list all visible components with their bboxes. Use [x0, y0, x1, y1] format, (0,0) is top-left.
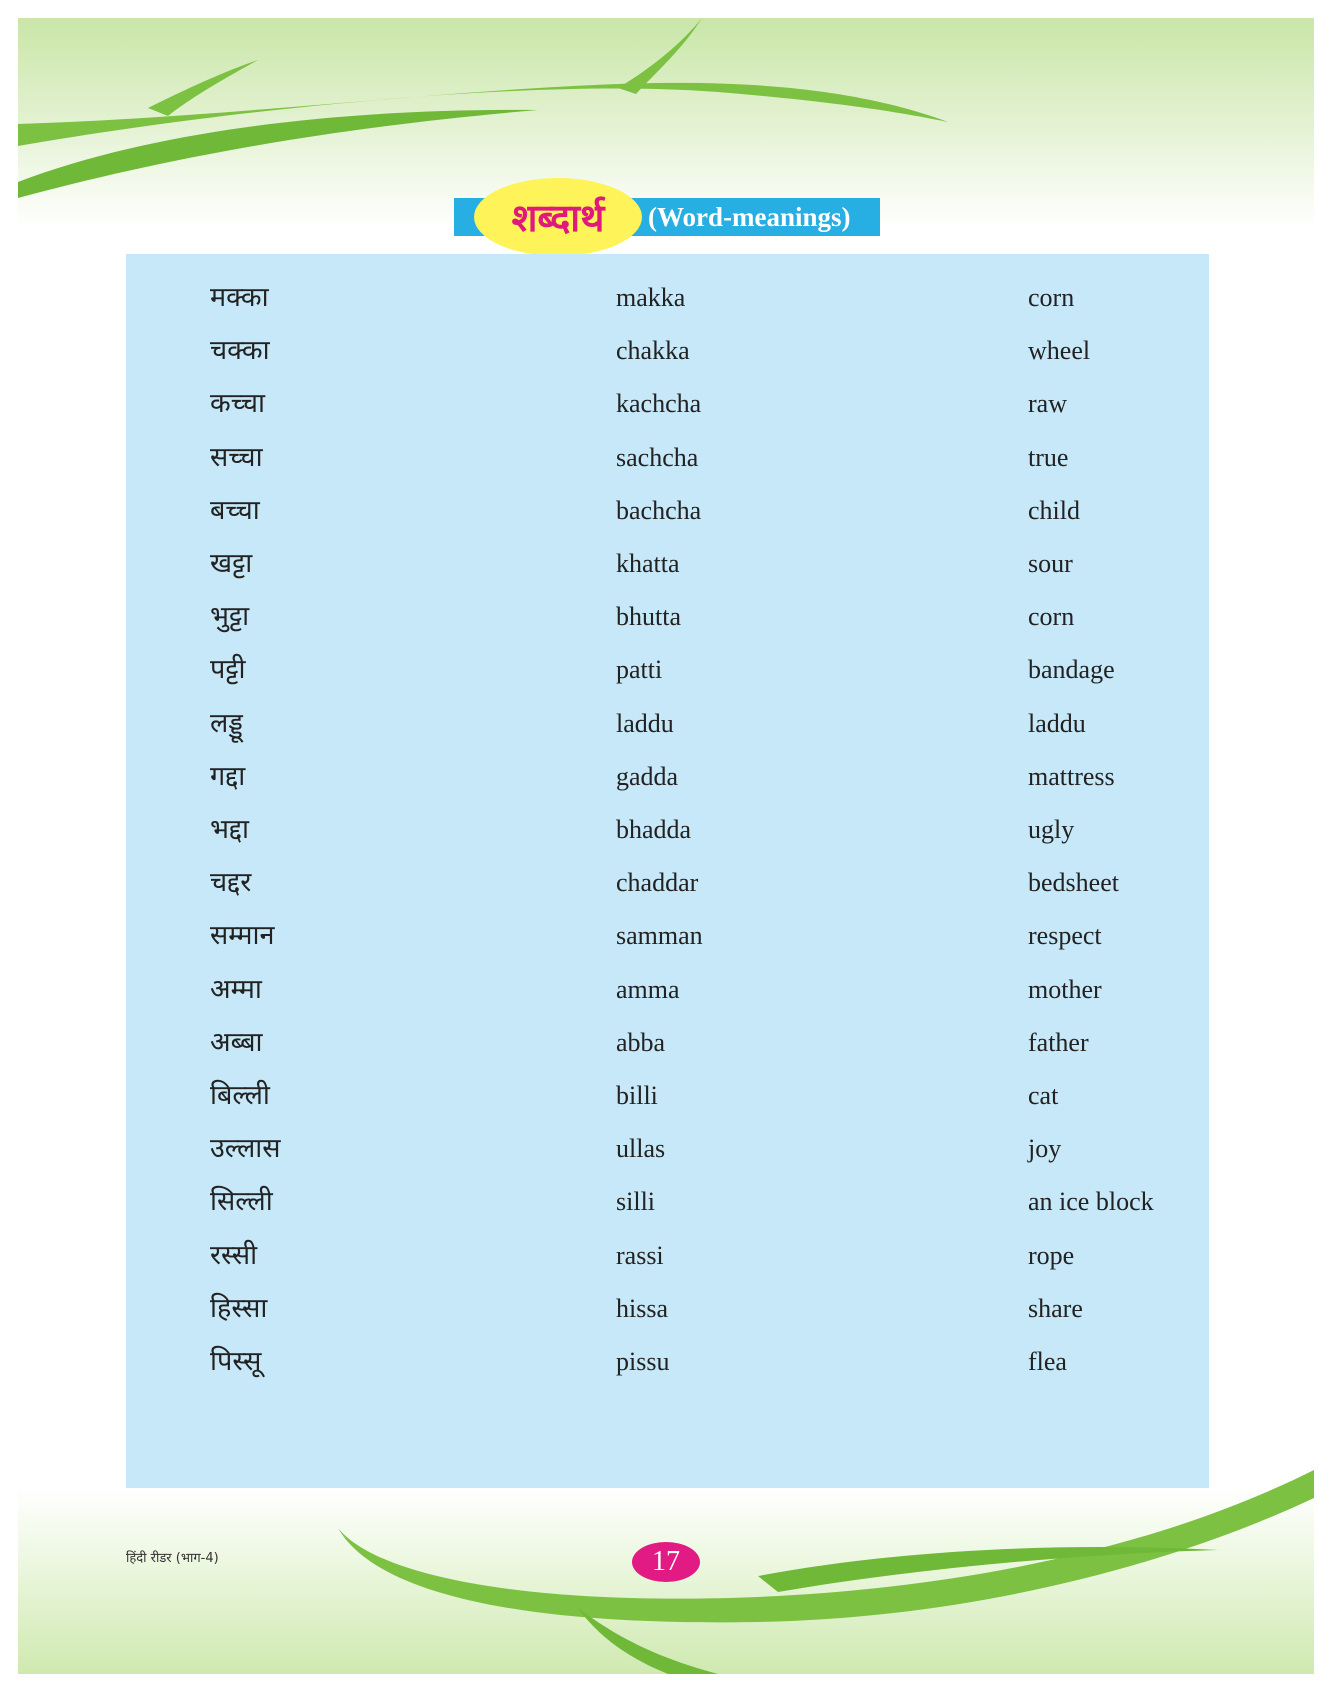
hindi-word: पट्टी — [210, 654, 246, 686]
table-row — [126, 595, 1209, 652]
english-meaning: bandage — [1028, 655, 1115, 685]
hindi-word: पिस्सू — [210, 1346, 262, 1377]
hindi-word: सम्मान — [210, 920, 275, 952]
english-meaning: respect — [1028, 921, 1102, 951]
transliteration: pissu — [616, 1347, 670, 1376]
table-row — [126, 1234, 1209, 1291]
hindi-word: हिस्सा — [210, 1292, 268, 1324]
hindi-word: सच्चा — [210, 441, 263, 473]
table-row — [126, 382, 1209, 439]
section-title — [454, 158, 900, 266]
transliteration: patti — [616, 655, 663, 685]
english-meaning: joy — [1028, 1134, 1062, 1164]
transliteration: abba — [616, 1027, 666, 1057]
table-row — [126, 1287, 1209, 1344]
title-hindi: शब्दार्थ — [511, 196, 605, 240]
transliteration: chakka — [616, 336, 690, 366]
transliteration: rassi — [616, 1240, 664, 1270]
hindi-word: भद्दा — [210, 814, 250, 845]
english-meaning: corn — [1028, 283, 1075, 312]
word-meaning-table — [126, 254, 1209, 1508]
english-meaning: share — [1028, 1293, 1083, 1323]
footer-book-title: हिंदी रीडर (भाग-4) — [126, 1551, 219, 1566]
table-row — [126, 1127, 1209, 1184]
hindi-word: लड्डू — [210, 707, 243, 739]
table-row — [126, 702, 1209, 759]
table-row — [126, 648, 1209, 705]
english-meaning: mother — [1028, 974, 1102, 1004]
hindi-word: उल्लास — [210, 1133, 281, 1165]
english-meaning: mattress — [1028, 761, 1115, 791]
table-row — [126, 755, 1209, 812]
transliteration: makka — [616, 283, 686, 312]
hindi-word: अब्बा — [210, 1026, 263, 1058]
table-row — [126, 542, 1209, 599]
title-english: (Word-meanings) — [648, 201, 851, 232]
transliteration: kachcha — [616, 389, 702, 419]
english-meaning: flea — [1028, 1347, 1067, 1376]
english-meaning: father — [1028, 1027, 1089, 1057]
english-meaning: corn — [1028, 602, 1075, 632]
transliteration: bhutta — [616, 602, 681, 632]
transliteration: samman — [616, 921, 703, 951]
hindi-word: बिल्ली — [210, 1080, 270, 1111]
table-row — [126, 808, 1209, 865]
transliteration: silli — [616, 1187, 656, 1217]
transliteration: khatta — [616, 549, 680, 578]
table-row — [126, 1340, 1209, 1397]
page — [18, 18, 1314, 1674]
english-meaning: sour — [1028, 549, 1073, 578]
english-meaning: raw — [1028, 389, 1067, 419]
english-meaning: rope — [1028, 1240, 1075, 1270]
hindi-word: सिल्ली — [210, 1186, 273, 1218]
table-row — [126, 329, 1209, 386]
english-meaning: bedsheet — [1028, 868, 1119, 898]
transliteration: chaddar — [616, 868, 699, 898]
english-meaning: wheel — [1028, 336, 1091, 366]
hindi-word: अम्मा — [210, 973, 262, 1005]
transliteration: sachcha — [616, 442, 699, 472]
transliteration: ullas — [616, 1134, 666, 1164]
table-row — [126, 968, 1209, 1025]
page-number-badge: 17 — [632, 1542, 700, 1582]
english-meaning: child — [1028, 495, 1080, 525]
hindi-word: रस्सी — [210, 1239, 258, 1271]
transliteration: laddu — [616, 708, 674, 738]
transliteration: hissa — [616, 1293, 668, 1323]
table-row — [126, 1021, 1209, 1078]
hindi-word: चद्दर — [210, 867, 252, 899]
hindi-word: भुट्टा — [210, 601, 250, 633]
hindi-word: मक्का — [210, 282, 269, 313]
transliteration: bhadda — [616, 815, 692, 844]
transliteration: gadda — [616, 761, 679, 791]
transliteration: bachcha — [616, 495, 702, 525]
table-row — [126, 914, 1209, 971]
table-row — [126, 276, 1209, 333]
table-row — [126, 489, 1209, 546]
transliteration: billi — [616, 1081, 658, 1110]
hindi-word: खट्टा — [210, 548, 253, 579]
english-meaning: laddu — [1028, 708, 1086, 738]
hindi-word: बच्चा — [210, 494, 260, 526]
table-row — [126, 436, 1209, 493]
english-meaning: cat — [1028, 1081, 1059, 1110]
hindi-word: गद्दा — [210, 760, 246, 792]
transliteration: amma — [616, 974, 680, 1004]
table-row — [126, 1180, 1209, 1237]
table-row — [126, 1074, 1209, 1131]
table-row — [126, 861, 1209, 918]
english-meaning: ugly — [1028, 815, 1075, 844]
english-meaning: an ice block — [1028, 1187, 1154, 1217]
english-meaning: true — [1028, 442, 1069, 472]
hindi-word: चक्का — [210, 335, 270, 367]
hindi-word: कच्चा — [210, 388, 266, 420]
